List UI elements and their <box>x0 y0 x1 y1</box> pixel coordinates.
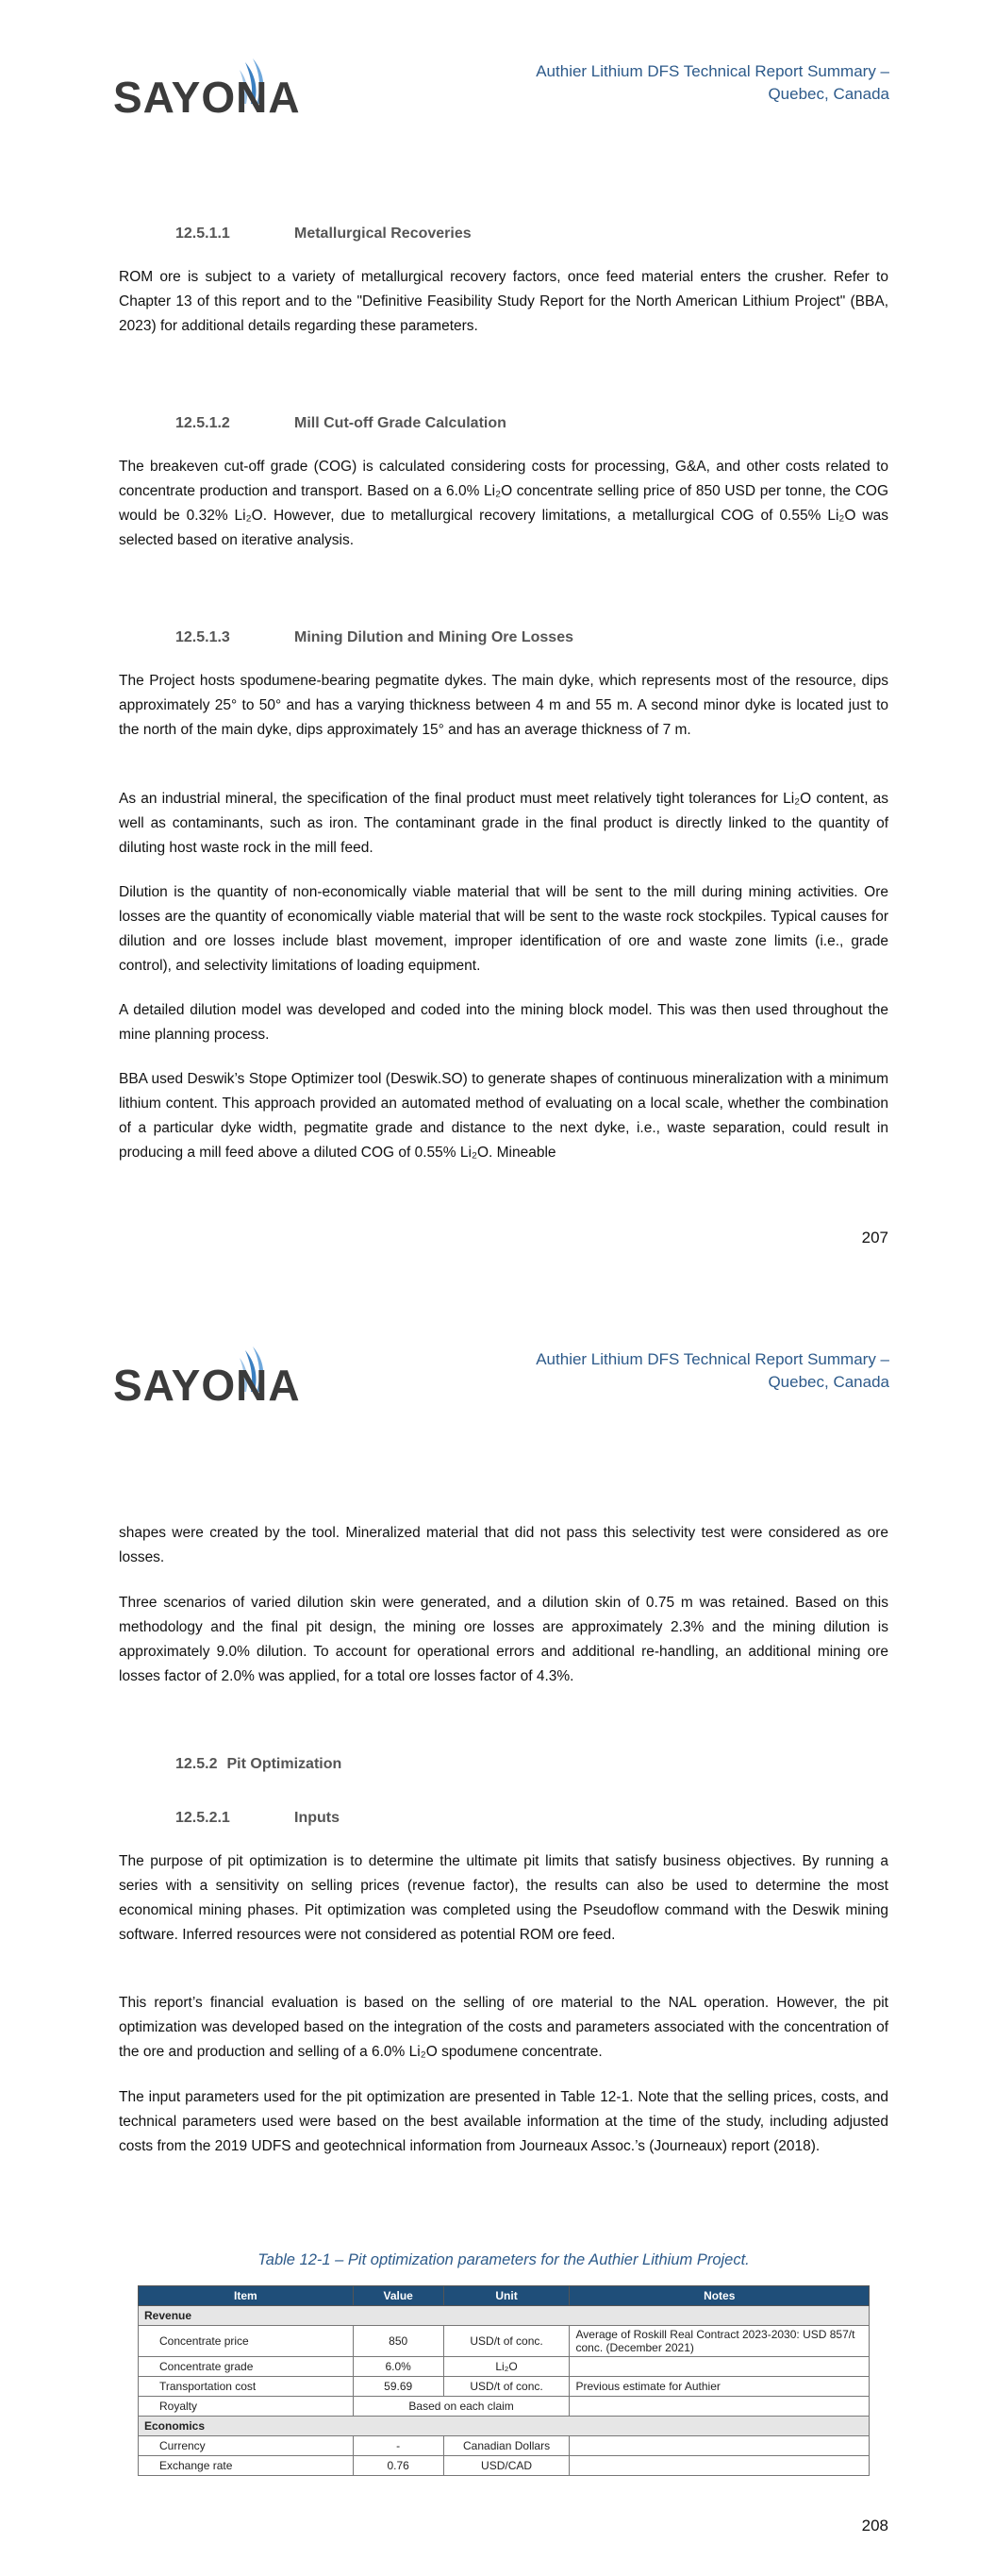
cell-unit: USD/CAD <box>443 2456 570 2476</box>
section-heading <box>175 629 573 646</box>
cell-value: 0.76 <box>353 2456 443 2476</box>
cell-value: 850 <box>353 2326 443 2357</box>
page-number: 207 <box>861 1229 888 1246</box>
paragraph: The breakeven cut-off grade (COG) is calculated considering costs for processing, G&A, and other costs related to concentrate production and transport. Based on a 6.0% Li₂O concentrate selling price of 850 USD per tonne, the COG would be 0.32% Li₂O. However, due to metallurgical recovery limitations, a metallurgical COG of 0.55% Li₂O was selected based on iterative analysis. <box>119 459 888 548</box>
table-row <box>139 2436 870 2456</box>
column-header: Item <box>139 2286 354 2306</box>
cell-item: Exchange rate <box>139 2456 354 2476</box>
table-row <box>139 2456 870 2476</box>
paragraph: As an industrial mineral, the specification of the final product must meet relatively tight tolerances for Li₂O content, as well as contaminants, such as iron. The contaminant grade in the final product is directly linked to the quantity of diluting host waste rock in the mill feed. <box>119 791 888 856</box>
paragraph: This report’s financial evaluation is based on the selling of ore material to the NAL operation. However, the pit optimization was developed based on the integration of the costs and parameters associated with the concentration of the ore and production and selling of a 6.0% Li₂O spodumene concentrate. <box>119 1995 888 2060</box>
section-title: Metallurgical Recoveries <box>294 226 472 242</box>
cell-value: 6.0% <box>353 2357 443 2377</box>
cell-unit: Li₂O <box>443 2357 570 2377</box>
header-title-line1: Authier Lithium DFS Technical Report Summary – <box>536 1350 889 1368</box>
paragraph: Three scenarios of varied dilution skin were generated, and a dilution skin of 0.75 m was retained. Based on this methodology and the final pit design, the mining ore losses are approximately 2.3% and the mining dilution is approximately 9.0% dilution. To account for operational errors and additional re-handling, an additional mining ore losses factor of 2.0% was applied, for a total ore losses factor of 4.3%. <box>119 1595 888 1684</box>
cell-value: - <box>353 2436 443 2456</box>
paragraph: BBA used Deswik’s Stope Optimizer tool (Deswik.SO) to generate shapes of continuous mineralization with a minimum lithium content. This approach provided an automated method of evaluating on a local scale, whether the combination of a particular dyke width, pegmatite grade and distance to the next dyke, i.e., waste separation, could result in producing a mill feed above a diluted COG of 0.55% Li₂O. Mineable <box>119 1071 888 1161</box>
section-title: Mill Cut-off Grade Calculation <box>294 415 506 431</box>
page-number: 208 <box>861 2517 888 2534</box>
cell-notes <box>570 2397 870 2417</box>
cell-item: Royalty <box>139 2397 354 2417</box>
logo-text: SAYONA <box>113 73 301 122</box>
cell-notes: Average of Roskill Real Contract 2023-2030: USD 857/t conc. (December 2021) <box>570 2326 870 2357</box>
header-title-line2: Quebec, Canada <box>768 1373 889 1391</box>
cell-unit: USD/t of conc. <box>443 2377 570 2397</box>
logo-text: SAYONA <box>113 1361 301 1410</box>
paragraph: A detailed dilution model was developed and coded into the mining block model. This was then used throughout the mine planning process. <box>119 1002 888 1043</box>
section-title: Mining Dilution and Mining Ore Losses <box>294 629 573 645</box>
section-title: Inputs <box>294 1810 340 1826</box>
section-heading <box>175 226 472 243</box>
cell-unit: USD/t of conc. <box>443 2326 570 2357</box>
section-number: 12.5.2.1 <box>175 1810 230 1826</box>
section-number: 12.5.1.3 <box>175 629 230 645</box>
cell-item: Transportation cost <box>139 2377 354 2397</box>
section-heading <box>175 1756 341 1773</box>
cell-notes <box>570 2436 870 2456</box>
cell-item: Concentrate price <box>139 2326 354 2357</box>
report-header-title <box>437 60 889 106</box>
paragraph: The Project hosts spodumene-bearing pegmatite dykes. The main dyke, which represents most of the resource, dips approximately 25° to 50° and has a varying thickness between 4 m and 55 m. A second minor dyke is located just to the north of the main dyke, dips approximately 15° and has an average thickness of 7 m. <box>119 673 888 738</box>
paragraph: ROM ore is subject to a variety of metallurgical recovery factors, once feed material enters the crusher. Refer to Chapter 13 of this report and to the "Definitive Feasibility Study Report for the North American Lithium Project" (BBA, 2023) for additional details regarding these parameters. <box>119 269 888 334</box>
cell-notes: Previous estimate for Authier <box>570 2377 870 2397</box>
cell-item: Currency <box>139 2436 354 2456</box>
table-caption: Table 12-1 – Pit optimization parameters for the Authier Lithium Project. <box>257 2251 750 2268</box>
table-row <box>139 2377 870 2397</box>
header-title-line2: Quebec, Canada <box>768 85 889 103</box>
column-header: Unit <box>443 2286 570 2306</box>
section-heading <box>175 1810 340 1827</box>
table-row <box>139 2397 870 2417</box>
table-row <box>139 2326 870 2357</box>
table-section-row <box>139 2417 870 2436</box>
table-header-row <box>139 2286 870 2306</box>
cell-notes <box>570 2456 870 2476</box>
header-title-line1: Authier Lithium DFS Technical Report Summary – <box>536 62 889 80</box>
table-section-row <box>139 2306 870 2326</box>
cell-item: Concentrate grade <box>139 2357 354 2377</box>
table-row <box>139 2357 870 2377</box>
pit-optimization-parameters-table <box>138 2285 870 2476</box>
section-number: 12.5.2 <box>175 1756 218 1772</box>
cell-value-unit: Based on each claim <box>353 2397 570 2417</box>
section-heading <box>175 415 506 432</box>
section-label: Economics <box>139 2417 870 2436</box>
sayona-logo <box>113 55 301 123</box>
cell-notes <box>570 2357 870 2377</box>
column-header: Notes <box>570 2286 870 2306</box>
column-header: Value <box>353 2286 443 2306</box>
section-number: 12.5.1.2 <box>175 415 230 431</box>
section-label: Revenue <box>139 2306 870 2326</box>
section-number: 12.5.1.1 <box>175 226 230 242</box>
cell-value: 59.69 <box>353 2377 443 2397</box>
report-header-title <box>437 1348 889 1394</box>
paragraph: The purpose of pit optimization is to determine the ultimate pit limits that satisfy business objectives. By running a series with a sensitivity on selling prices (revenue factor), the results can also be used to determine the most economical mining phases. Pit optimization was completed using the Pseudoflow command with the Deswik mining software. Inferred resources were not considered as potential ROM ore feed. <box>119 1853 888 1943</box>
sayona-logo <box>113 1343 301 1411</box>
paragraph: Dilution is the quantity of non-economically viable material that will be sent to the mill during mining activities. Ore losses are the quantity of economically viable material that will be sent to the waste rock stockpiles. Typical causes for dilution and ore losses include blast movement, improper identification of ore and waste zone limits (i.e., grade control), and selectivity limitations of loading equipment. <box>119 884 888 974</box>
paragraph: The input parameters used for the pit optimization are presented in Table 12-1. Note that the selling prices, costs, and technical parameters used were based on the best available information at the time of the study, including adjusted costs from the 2019 UDFS and geotechnical information from Journeaux Assoc.’s (Journeaux) report (2018). <box>119 2089 888 2154</box>
cell-unit: Canadian Dollars <box>443 2436 570 2456</box>
paragraph: shapes were created by the tool. Mineralized material that did not pass this selectivity test were considered as ore losses. <box>119 1525 888 1565</box>
section-title: Pit Optimization <box>226 1756 342 1772</box>
